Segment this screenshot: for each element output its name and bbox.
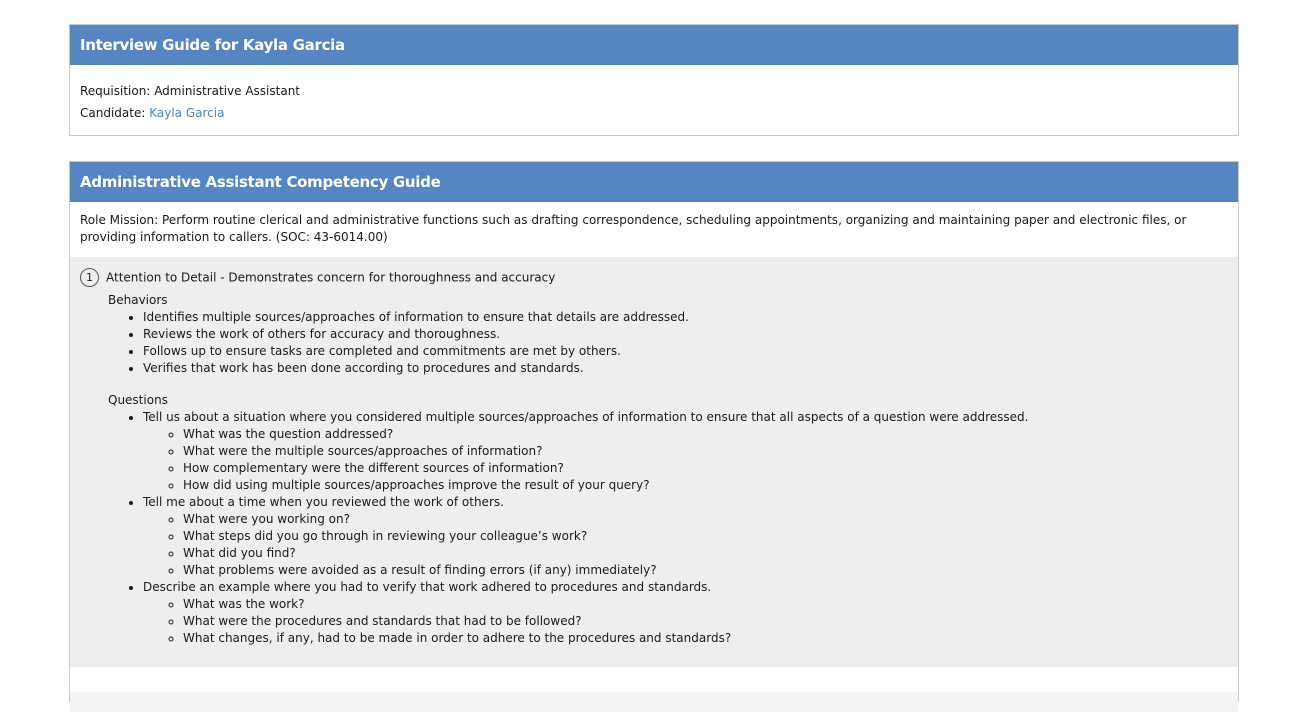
followup-item: ◦ What steps did you go through in reviewing your colleague’s work? (183, 528, 1028, 545)
requisition-label: Requisition: (80, 84, 151, 98)
requisition-row (80, 80, 1228, 102)
followup-item: ◦ What was the work? (183, 596, 1028, 613)
followup-item: ◦ What was the question addressed? (183, 426, 1028, 443)
candidate-row (80, 102, 1228, 124)
interview-guide-panel (69, 24, 1239, 136)
followup-item: ◦ What were you working on? (183, 511, 1028, 528)
competency-guide-panel (69, 161, 1239, 702)
followup-item: ◦ What did you find? (183, 545, 1028, 562)
requisition-value: Administrative Assistant (154, 84, 301, 98)
behavior-item: • Reviews the work of others for accuracy and thoroughness. (143, 326, 689, 343)
question-text: Tell us about a situation where you considered multiple sources/approaches of information to ensure that all aspects of a question were addressed. (143, 410, 1029, 424)
followup-list (143, 596, 1028, 647)
question-item (143, 579, 1028, 647)
competency-number: 1 (80, 268, 99, 287)
followup-item: ◦ What were the multiple sources/approaches of information? (183, 443, 1028, 460)
candidate-label: Candidate: (80, 106, 146, 120)
role-mission: Role Mission: Perform routine clerical and administrative functions such as drafting correspondence, scheduling appointments, organizing and maintaining paper and electronic files, or providing information to callers. (SOC: 43-6014.00) (80, 213, 1187, 244)
competency-item (70, 257, 1238, 667)
guide-info (70, 65, 1238, 124)
competency-guide-title: Administrative Assistant Competency Guide (70, 162, 1238, 202)
competency-header (80, 267, 555, 288)
followup-item: ◦ What were the procedures and standards that had to be followed? (183, 613, 1028, 630)
competency-title: Attention to Detail - Demonstrates concern for thoroughness and accuracy (106, 270, 556, 285)
followup-list (143, 426, 1028, 494)
behavior-item: • Verifies that work has been done according to procedures and standards. (143, 360, 689, 377)
behaviors-list (108, 309, 689, 377)
question-item (143, 494, 1028, 579)
followup-item: ◦ How complementary were the different sources of information? (183, 460, 1028, 477)
followup-list (143, 511, 1028, 579)
followup-item: ◦ How did using multiple sources/approaches improve the result of your query? (183, 477, 1028, 494)
questions-section (108, 392, 1028, 647)
behaviors-section (108, 292, 689, 377)
question-text: Describe an example where you had to verify that work adhered to procedures and standards. (143, 580, 712, 594)
next-competency-stripe (70, 692, 1238, 712)
behaviors-label: Behaviors (108, 293, 168, 307)
questions-label: Questions (108, 393, 168, 407)
followup-item: ◦ What problems were avoided as a result of finding errors (if any) immediately? (183, 562, 1028, 579)
candidate-link[interactable]: Kayla Garcia (149, 106, 225, 120)
questions-list (108, 409, 1028, 647)
interview-guide-title: Interview Guide for Kayla Garcia (70, 25, 1238, 65)
question-item (143, 409, 1028, 494)
question-text: Tell me about a time when you reviewed the work of others. (143, 495, 504, 509)
followup-item: ◦ What changes, if any, had to be made in order to adhere to the procedures and standards? (183, 630, 1028, 647)
behavior-item: • Identifies multiple sources/approaches of information to ensure that details are addressed. (143, 309, 689, 326)
behavior-item: • Follows up to ensure tasks are completed and commitments are met by others. (143, 343, 689, 360)
